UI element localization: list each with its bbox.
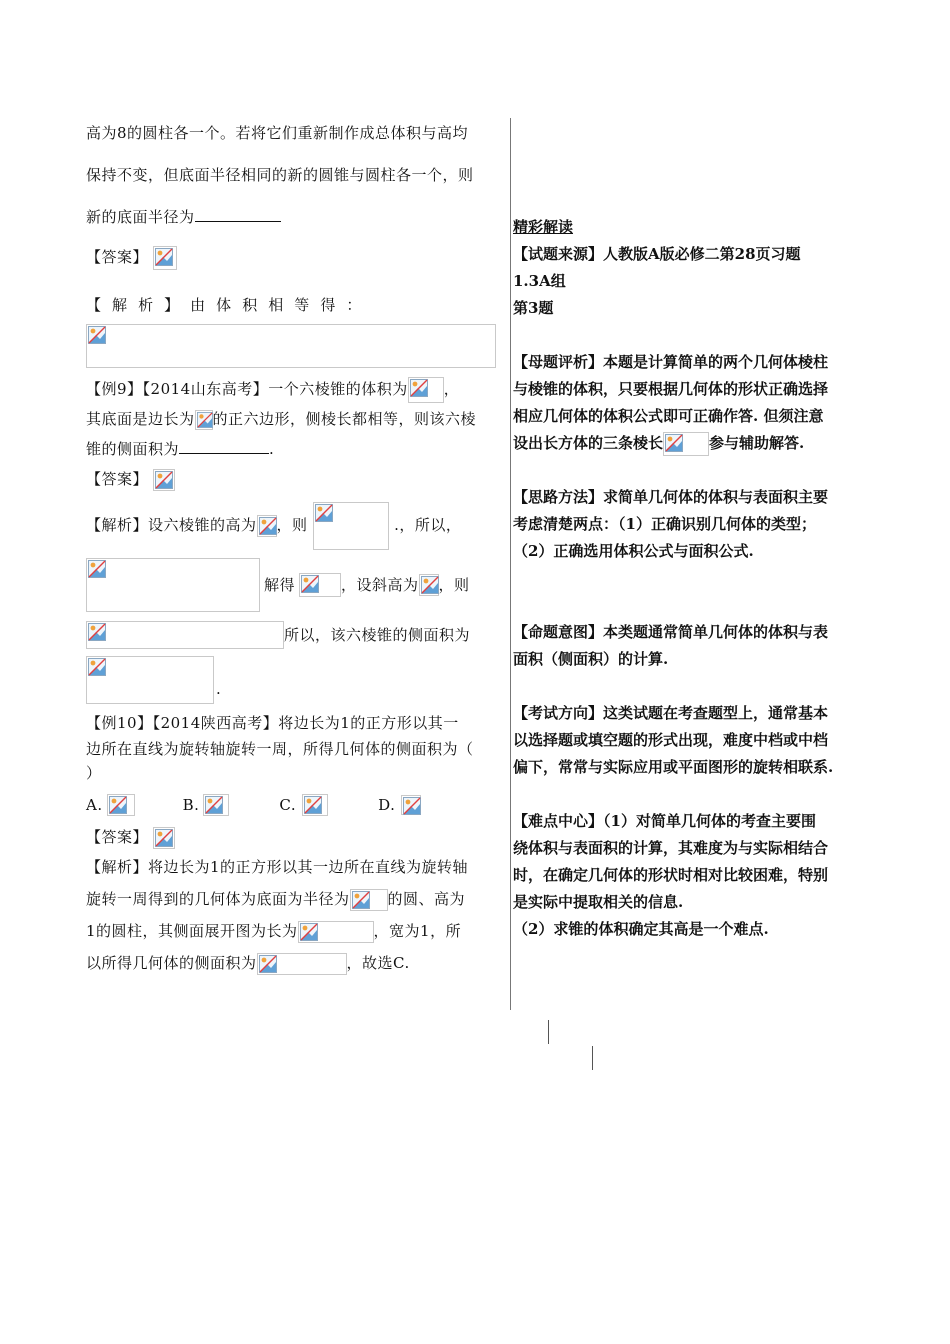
solution-line: 以所得几何体的侧面积为 ，故选C. [86, 948, 506, 978]
commentary-line: 绕体积与表面积的计算，其难度为与实际相结合 [513, 839, 829, 857]
commentary-line: 【考试方向】这类试题在考查题型上，通常基本 [513, 704, 829, 722]
broken-image-icon [257, 515, 277, 537]
commentary-line: 考虑清楚两点：（1）正确识别几何体的类型； [513, 515, 816, 533]
commentary-column [513, 214, 873, 943]
commentary-line: 【试题来源】人教版A版必修二第28页习题 [513, 245, 801, 263]
broken-image-icon [298, 921, 374, 943]
broken-image-icon [302, 794, 328, 816]
solution-line: . [86, 656, 506, 704]
broken-image-icon [153, 469, 175, 491]
solution-line: 解得 ，设斜高为 ，则 [86, 558, 506, 612]
text-line: 新的底面半径为 [86, 202, 506, 232]
commentary-line: 【思路方法】求简单几何体的体积与表面积主要 [513, 488, 829, 506]
example-10-line: ） [86, 764, 102, 782]
answer-line: 【答案】 [86, 242, 506, 272]
broken-image-icon [86, 621, 284, 649]
broken-image-icon [299, 573, 341, 597]
commentary-line: 【命题意图】本类题通常简单几何体的体积与表 [513, 623, 829, 641]
problem-column [86, 118, 506, 978]
answer-line: 【答案】 [86, 822, 506, 852]
commentary-line: 偏下，常常与实际应用或平面图形的旋转相联系. [513, 758, 834, 776]
broken-image-icon [86, 324, 496, 368]
page-mark [592, 1046, 593, 1070]
broken-image-icon [86, 656, 214, 704]
commentary-line: 时，在确定几何体的形状时相对比较困难，特别 [513, 866, 829, 884]
broken-image-icon [86, 558, 260, 612]
broken-image-icon [153, 246, 177, 270]
commentary-line: 【难点中心】（1）对简单几何体的考查主要围 [513, 812, 816, 830]
option-b: B. [182, 796, 200, 814]
options-row [86, 790, 506, 820]
solution-line: 【解析】将边长为1的正方形以其一边所在直线为旋转轴 [86, 858, 469, 876]
text-line: 保持不变，但底面半径相同的新的圆锥与圆柱各一个，则 [86, 166, 474, 184]
commentary-line: 第3题 [513, 299, 554, 317]
option-d: D. [378, 796, 396, 814]
text-line: 高为8的圆柱各一个。若将它们重新制作成总体积与高均 [86, 124, 469, 142]
fill-in-blank [179, 435, 269, 454]
broken-image-icon [107, 794, 135, 816]
section-heading: 精彩解读 [513, 218, 574, 236]
solution-line: 所以，该六棱锥的侧面积为 [86, 620, 506, 650]
solution-line: 旋转一周得到的几何体为底面为半径为 的圆、高为 [86, 884, 506, 914]
commentary-line: 1.3A组 [513, 272, 566, 290]
commentary-line: 【母题评析】本题是计算简单的两个几何体棱柱 [513, 353, 829, 371]
answer-line: 【答案】 [86, 464, 506, 494]
broken-image-icon [419, 574, 439, 596]
example-9-line: 【例9】【2014山东高考】一个六棱锥的体积为 ， [86, 374, 506, 404]
commentary-line: （2）正确选用体积公式与面积公式. [513, 542, 754, 560]
solution-label: 【 解 析 】 由 体 积 相 等 得 ： [86, 296, 362, 314]
broken-image-icon [350, 889, 388, 911]
example-10-line: 边所在直线为旋转轴旋转一周，所得几何体的侧面积为（ [86, 740, 474, 758]
broken-image-icon [195, 410, 213, 430]
broken-image-icon [408, 377, 444, 403]
solution-line: 1的圆柱，其侧面展开图为长为 ，宽为1，所 [86, 916, 506, 946]
option-a: A. [86, 796, 103, 814]
broken-image-icon [401, 795, 421, 815]
commentary-line: 相应几何体的体积公式即可正确作答. 但须注意 [513, 407, 824, 425]
commentary-line: 是实际中提取相关的信息. [513, 893, 684, 911]
commentary-line: 以选择题或填空题的形式出现，难度中档或中档 [513, 731, 829, 749]
column-divider [510, 118, 511, 1010]
broken-image-icon [257, 953, 347, 975]
page-mark [548, 1020, 549, 1044]
example-9-line: 锥的侧面积为 . [86, 434, 506, 464]
commentary-line: （2）求锥的体积确定其高是一个难点. [513, 920, 769, 938]
broken-image-icon [313, 502, 389, 550]
commentary-line: 面积（侧面积）的计算. [513, 650, 669, 668]
example-10-line: 【例10】【2014陕西高考】将边长为1的正方形以其一 [86, 714, 459, 732]
broken-image-icon [663, 432, 709, 456]
commentary-line: 设出长方体的三条棱长 参与辅助解答. [513, 430, 873, 457]
solution-line: 【解析】设六棱锥的高为 ，则 .，所以， [86, 502, 506, 550]
fill-in-blank [195, 203, 281, 222]
broken-image-icon [203, 794, 229, 816]
broken-image-icon [153, 827, 175, 849]
example-9-line: 其底面是边长为 的正六边形，侧棱长都相等，则该六棱 [86, 410, 477, 428]
commentary-line: 与棱锥的体积，只要根据几何体的形状正确选择 [513, 380, 829, 398]
option-c: C. [279, 796, 297, 814]
formula-image [86, 324, 506, 368]
